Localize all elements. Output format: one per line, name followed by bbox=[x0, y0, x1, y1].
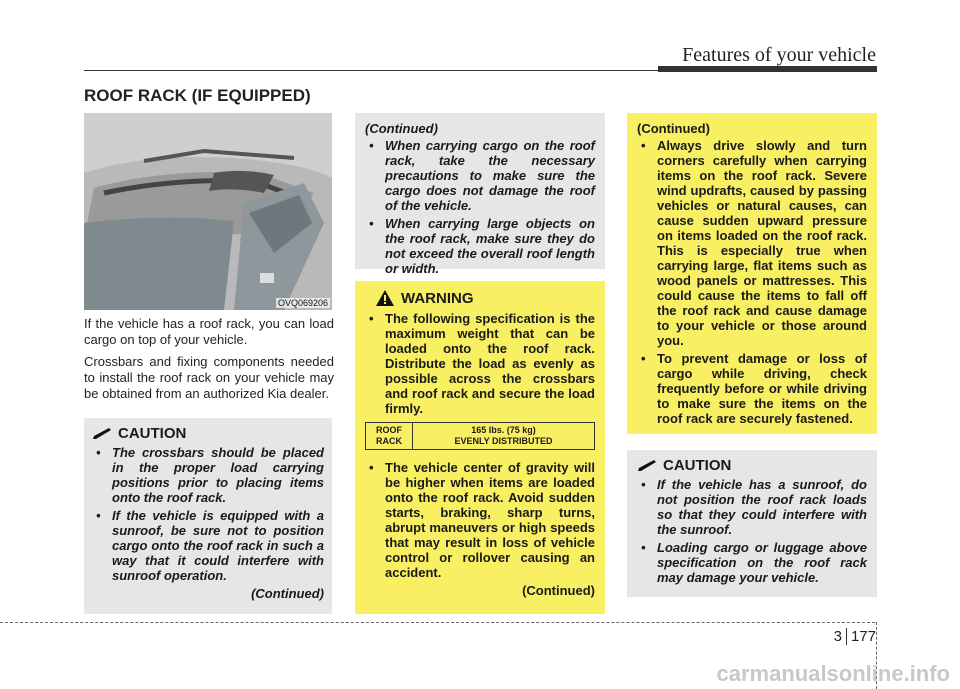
footer-dashed-rule bbox=[0, 622, 875, 623]
page-number-value: 177 bbox=[850, 628, 876, 645]
page-number-divider bbox=[846, 628, 847, 645]
header-accent-bar bbox=[658, 66, 877, 72]
caution-title-row bbox=[637, 458, 867, 473]
caution-title: CAUTION bbox=[118, 425, 187, 442]
caution-item: • Loading cargo or luggage above specification on the roof rack may damage your vehicle. bbox=[637, 540, 867, 585]
warning-title-row bbox=[365, 289, 595, 307]
caution-pencil-icon bbox=[92, 428, 112, 440]
continued-item: • When carrying cargo on the roof rack, take the necessary precautions to make sure the cargo does not damage the roof of the vehicle. bbox=[365, 138, 595, 213]
right-warning-list bbox=[637, 138, 867, 426]
continued-note: (Continued) bbox=[251, 586, 324, 601]
spec-label-cell bbox=[366, 423, 413, 450]
warning-item: • The vehicle center of gravity will be higher when items are loaded onto the roof rack. Avoid sudden starts, braking, sharp turns, abrupt maneuvers or high speeds that may result in loss of vehicle control or rollover causing an accident. bbox=[365, 460, 595, 580]
running-header: Features of your vehicle bbox=[682, 44, 876, 66]
caution-item: • If the vehicle has a sunroof, do not position the roof rack loads so that they could interfere with the sunroof. bbox=[637, 477, 867, 537]
warning-list-2 bbox=[365, 460, 595, 580]
roof-rack-spec-table bbox=[365, 422, 595, 450]
warning-title: WARNING bbox=[401, 289, 474, 307]
spec-label-line: RACK bbox=[376, 436, 402, 446]
caution-title: CAUTION bbox=[663, 457, 732, 474]
continued-heading: (Continued) bbox=[637, 121, 710, 136]
caution-list-left bbox=[92, 445, 324, 583]
warning-item: • The following specification is the maximum weight that can be loaded onto the roof rack. Distribute the load as evenly as possible across the crossbars and roof rack and secure the load firmly. bbox=[365, 311, 595, 416]
roof-rack-photo bbox=[84, 113, 332, 310]
caution-pencil-icon bbox=[637, 460, 657, 472]
warning-triangle-icon bbox=[375, 289, 395, 307]
caution-item: • If the vehicle is equipped with a sunroof, be sure not to position cargo onto the roof rack in such a way that it could interfere with sunroof operation. bbox=[92, 508, 324, 583]
chapter-number: 3 bbox=[833, 628, 842, 645]
caution-box-right bbox=[627, 450, 877, 597]
suv-roof-illustration bbox=[84, 113, 332, 310]
continued-item: • When carrying large objects on the roof rack, make sure they do not exceed the overall roof length or width. bbox=[365, 216, 595, 276]
page-number bbox=[834, 628, 876, 645]
continued-list bbox=[365, 138, 595, 276]
intro-text bbox=[84, 316, 334, 408]
warning-item: • To prevent damage or loss of cargo while driving, check frequently before or while driving to make sure the items on the roof rack are securely fastened. bbox=[637, 351, 867, 426]
intro-paragraph-2: Crossbars and fixing components needed to install the roof rack on your vehicle may be obtained from an authorized Kia dealer. bbox=[84, 354, 334, 401]
section-title: ROOF RACK (IF EQUIPPED) bbox=[84, 86, 311, 105]
warning-box-right bbox=[627, 113, 877, 434]
spec-value-cell bbox=[413, 423, 595, 450]
warning-item: • Always drive slowly and turn corners carefully when carrying items on the roof rack. Severe wind updrafts, caused by passing vehicles or natural causes, can cause sudden upward pressure on items loaded on the roof rack. This is especially true when carrying large, flat items such as wood panels or mattresses. This could cause the items to fall off the roof rack and cause damage to your vehicle or those around you. bbox=[637, 138, 867, 348]
continued-box-middle bbox=[355, 113, 605, 276]
continued-heading: (Continued) bbox=[365, 121, 438, 136]
warning-box-middle bbox=[355, 281, 605, 614]
caution-list-right bbox=[637, 477, 867, 585]
warning-list-1 bbox=[365, 311, 595, 416]
photo-code: OVQ069206 bbox=[277, 298, 328, 308]
intro-paragraph-1: If the vehicle has a roof rack, you can load cargo on top of your vehicle. bbox=[84, 316, 334, 347]
caution-title-row bbox=[92, 426, 324, 441]
spec-value-line: EVENLY DISTRIBUTED bbox=[454, 436, 553, 446]
caution-item: • The crossbars should be placed in the proper load carrying positions prior to placing items onto the roof rack. bbox=[92, 445, 324, 505]
spec-label-line: ROOF bbox=[376, 425, 402, 435]
header-rule bbox=[84, 70, 877, 71]
continued-note: (Continued) bbox=[522, 583, 595, 598]
caution-box-left bbox=[84, 418, 332, 614]
spec-value-line: 165 lbs. (75 kg) bbox=[471, 425, 536, 435]
watermark: carmanualsonline.info bbox=[716, 661, 950, 686]
